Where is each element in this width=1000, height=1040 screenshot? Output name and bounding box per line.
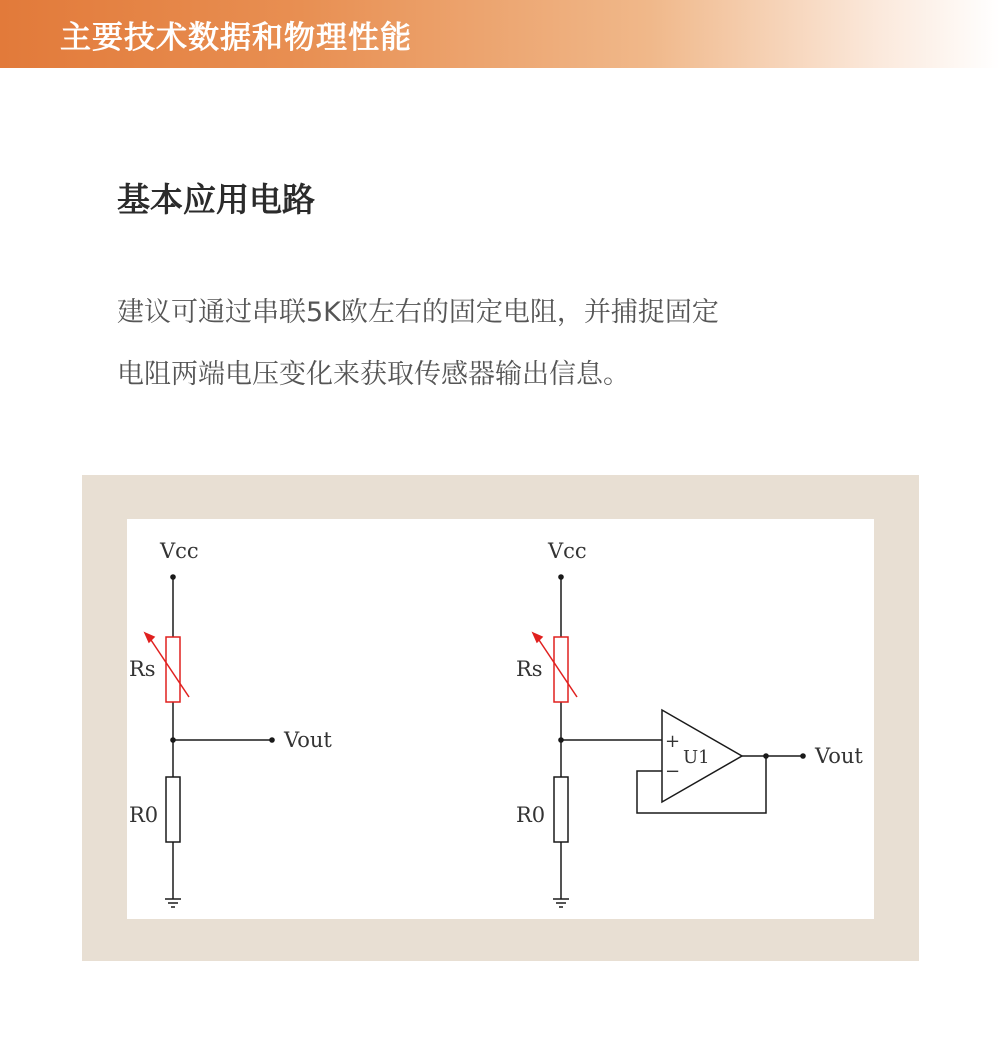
- right-vcc-label: Vcc: [548, 539, 587, 563]
- left-vcc-node: [170, 574, 176, 580]
- right-junction-node: [558, 737, 564, 743]
- left-r0-label: R0: [129, 803, 159, 827]
- right-vout-label: Vout: [815, 744, 863, 768]
- right-ground-symbol: [553, 899, 569, 907]
- right-vout-node: [800, 753, 806, 759]
- description-line-1: 建议可通过串联5K欧左右的固定电阻，并捕捉固定: [117, 297, 719, 328]
- right-r0-resistor: [554, 777, 568, 842]
- left-vout-label: Vout: [284, 728, 332, 752]
- right-output-junction-node: [763, 753, 769, 759]
- left-vcc-label: Vcc: [160, 539, 199, 563]
- description-line-2: 电阻两端电压变化来获取传感器输出信息。: [117, 359, 630, 390]
- opamp-u1-label: U1: [683, 747, 710, 768]
- header-title: 主要技术数据和物理性能: [60, 20, 412, 56]
- section-description: [117, 282, 887, 406]
- left-r0-resistor: [166, 777, 180, 842]
- left-ground-symbol: [165, 899, 181, 907]
- right-rs-label: Rs: [516, 657, 543, 681]
- opamp-minus-label: −: [665, 761, 681, 782]
- right-vcc-node: [558, 574, 564, 580]
- circuit-diagram-frame: [82, 475, 919, 961]
- left-rs-label: Rs: [129, 657, 156, 681]
- header-banner: [0, 0, 1000, 68]
- left-junction-node: [170, 737, 176, 743]
- left-vout-node: [269, 737, 275, 743]
- section-title: 基本应用电路: [117, 180, 315, 219]
- right-r0-label: R0: [516, 803, 546, 827]
- circuit-diagram-canvas: [127, 519, 874, 919]
- left-circuit: [166, 577, 272, 899]
- circuit-diagram: [127, 519, 874, 919]
- opamp-plus-label: +: [665, 731, 681, 752]
